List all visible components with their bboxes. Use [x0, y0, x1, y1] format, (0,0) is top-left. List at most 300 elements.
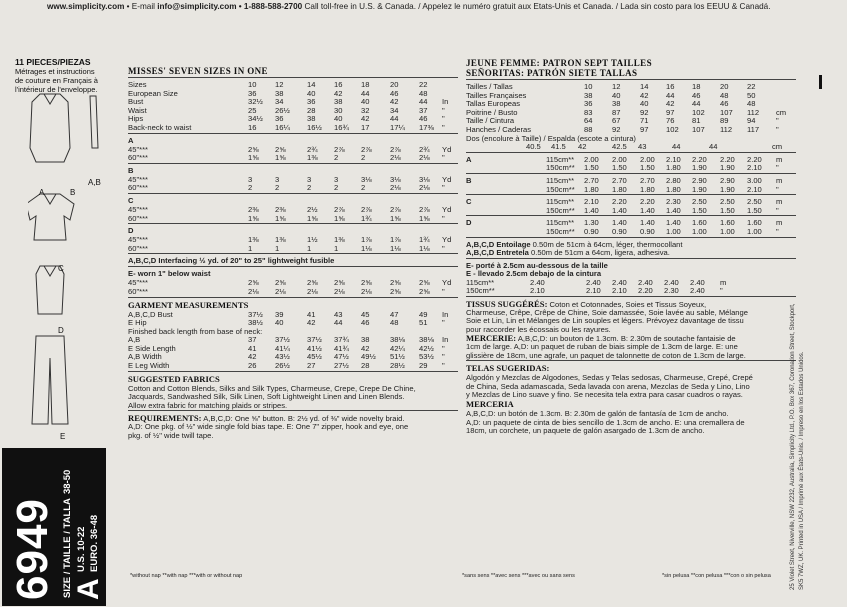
misses-footnote: *without nap **with nap ***with or without nap — [130, 573, 243, 579]
cell-value: 1.40 — [640, 205, 655, 215]
row-label: 115cm** — [546, 218, 575, 228]
row-unit: In — [442, 335, 449, 345]
cell-value: 34 — [275, 97, 284, 107]
cell-value: 2.10 — [530, 286, 545, 296]
requirements-text: A,B,C,D: One ⅝" button. B: 2½ yd. of ⅜" wide novelty braid. — [201, 414, 405, 424]
cell-value: 2⅝ — [390, 286, 401, 296]
table-row — [466, 155, 796, 164]
cell-value: 41.5 — [551, 142, 566, 152]
cell-value: 44 — [709, 142, 718, 152]
table-row — [128, 123, 460, 132]
cell-value: 3 — [248, 174, 253, 184]
cell-value: 34 — [390, 105, 399, 115]
cell-value: 1.40 — [640, 218, 655, 228]
cell-value: 38 — [612, 99, 621, 109]
cell-value: 36 — [307, 97, 316, 107]
cell-value: 40.5 — [526, 142, 541, 152]
cell-value: 44 — [334, 318, 343, 328]
cell-value: 37¾ — [334, 335, 349, 345]
cell-value: 48 — [390, 318, 399, 328]
cell-value: 17¼ — [390, 122, 405, 132]
row-label: 150cm** — [546, 226, 575, 236]
cell-value: 2.40 — [638, 277, 653, 287]
row-label: 60"*** — [128, 243, 149, 253]
view-label: B — [128, 165, 134, 175]
cell-value: 2⅜ — [275, 204, 286, 214]
cell-value: 1.80 — [640, 184, 655, 194]
cell-value: 34½ — [248, 114, 263, 124]
cell-value: 2⅛ — [275, 286, 286, 296]
cell-value: 1⅝ — [390, 213, 401, 223]
cell-value: 2⅝ — [275, 278, 286, 288]
fig-label-a: A — [39, 188, 45, 197]
cell-value: 1½ — [307, 235, 318, 245]
cell-value: 2.00 — [640, 154, 655, 164]
cell-value: 2⅞ — [419, 204, 430, 214]
cell-value: 3 — [275, 174, 280, 184]
cell-value: 107 — [720, 107, 733, 117]
row-label: Bust — [128, 97, 144, 107]
row-unit: " — [776, 124, 779, 134]
table-row — [466, 116, 796, 125]
cell-value: 2.50 — [692, 197, 707, 207]
cell-value: 1⅜ — [248, 235, 259, 245]
cell-value: 1.40 — [612, 205, 627, 215]
cell-value: 2.80 — [666, 175, 681, 185]
website-text[interactable]: www.simplicity.com — [47, 2, 125, 11]
cell-value: 2.50 — [720, 197, 735, 207]
cell-value: 2.50 — [747, 197, 762, 207]
row-label: Hips — [128, 114, 144, 124]
cell-value: 1.90 — [720, 184, 735, 194]
cell-value: 1⅝ — [248, 153, 259, 163]
cell-value: 14 — [640, 82, 649, 91]
cell-value: 42 — [361, 114, 370, 124]
cell-value: 37 — [248, 335, 257, 345]
requirements-line: A,D: One pkg. of ½" wide single fold bias tape. E: One 7" zipper, hook and eye, one — [128, 422, 409, 432]
cell-value: 1.50 — [692, 205, 707, 215]
cell-value: 1.00 — [666, 226, 681, 236]
table-row — [466, 286, 796, 295]
row-unit: " — [776, 205, 779, 215]
tissus-line — [466, 299, 796, 308]
table-row — [466, 197, 796, 206]
cell-value: 46 — [361, 318, 370, 328]
cell-value: 51 — [419, 318, 428, 328]
row-unit: Yd — [442, 174, 452, 184]
cell-value: 42 — [334, 88, 343, 98]
cell-value: 2.20 — [747, 154, 762, 164]
row-unit: " — [776, 184, 779, 194]
mercerie-line — [466, 333, 796, 342]
cell-value: 1.50 — [584, 163, 599, 173]
merceria-title: MERCERIA — [466, 399, 514, 409]
cell-value: 2⅝ — [390, 278, 401, 288]
phone-number: • 1-888-588-2700 — [236, 2, 303, 11]
row-unit: " — [776, 116, 779, 126]
cell-value: 94 — [747, 116, 756, 126]
row-unit: Yd — [442, 144, 452, 154]
cell-value: 2⅛ — [390, 183, 401, 193]
fig-label-d: D — [58, 326, 64, 335]
telas-line: de China, Seda adamascada, Seda lavada con arena, Mezclas de Seda y Lino, Lino — [466, 381, 750, 391]
cell-value: 50 — [747, 90, 756, 100]
table-row — [128, 287, 460, 296]
cell-value: 2⅝ — [307, 278, 318, 288]
requirements-line — [128, 413, 460, 422]
cell-value: 45 — [361, 309, 370, 319]
merceria-line: A,B,C,D: un botón de 1.3cm. B: 2.30m de galón de fantasía de 1cm de ancho. — [466, 409, 729, 418]
cell-value: 89 — [720, 116, 729, 126]
view-label: C — [466, 197, 472, 207]
table-row — [466, 163, 796, 172]
cell-value: 38 — [275, 88, 284, 98]
tissus-line: pour raccorder les écossais ou les rayures. — [466, 324, 611, 334]
contact-bar — [47, 2, 787, 11]
cell-value: 47½ — [334, 352, 349, 362]
cell-value: 1.80 — [666, 184, 681, 194]
cell-value: 16 — [334, 80, 343, 89]
cell-value: 17⅜ — [419, 122, 434, 132]
row-label: 60"*** — [128, 153, 149, 163]
cell-value: 83 — [584, 107, 593, 117]
cell-value: 37½ — [248, 309, 263, 319]
table-row — [466, 142, 796, 151]
cell-value: 10 — [584, 82, 593, 91]
fabrics-line: Cotton and Cotton Blends, Silks and Silk Types, Charmeuse, Crepe, Crepe De Chine, — [128, 383, 416, 393]
cell-value: 102 — [666, 124, 679, 134]
entoilage-text: 0.50m de 51cm à 64cm, léger, thermocollant — [530, 239, 683, 249]
metric-title-es: SEÑORITAS: PATRÓN SIETE TALLAS — [466, 68, 638, 78]
cell-value: 51½ — [390, 352, 405, 362]
cell-value: 92 — [612, 124, 621, 134]
cell-value: 2.10 — [666, 154, 681, 164]
cell-value: 38 — [307, 114, 316, 124]
cell-value: 2⅞ — [390, 204, 401, 214]
cell-value: 2⅝ — [419, 278, 430, 288]
cell-value: 16¼ — [275, 122, 290, 132]
cell-value: 42 — [361, 343, 370, 353]
cell-value: 1.40 — [666, 218, 681, 228]
row-unit: " — [776, 226, 779, 236]
table-row — [128, 89, 460, 98]
cell-value: 37½ — [307, 335, 322, 345]
cell-value: 38⅛ — [390, 335, 405, 345]
cell-value: 1.40 — [584, 205, 599, 215]
pants-e-sketch — [32, 336, 68, 424]
cell-value: 1⅝ — [248, 213, 259, 223]
cell-value: 2 — [248, 183, 253, 193]
cell-value: 2¾ — [307, 144, 318, 154]
cell-value: 22 — [747, 82, 756, 91]
garment-sketches — [28, 88, 108, 438]
us-size-range-2: 38-50 — [62, 469, 73, 494]
cell-value: 1⅝ — [419, 213, 430, 223]
tissus-title: TISSUS SUGGÉRÉS: — [466, 299, 548, 310]
cell-value: 2.00 — [612, 154, 627, 164]
row-unit: " — [442, 114, 445, 124]
cell-value: 41 — [307, 309, 316, 319]
metric-title-fr: JEUNE FEMME: PATRON SEPT TAILLES — [466, 58, 652, 68]
row-unit: m — [776, 175, 783, 185]
cell-value: 1.80 — [666, 163, 681, 173]
row-unit: " — [442, 153, 445, 163]
cell-value: 12 — [612, 82, 621, 91]
cell-value: 40 — [275, 318, 284, 328]
table-row — [128, 114, 460, 123]
cell-value: 1.60 — [747, 218, 762, 228]
cell-value: 1.80 — [612, 184, 627, 194]
cell-value: 2.20 — [612, 197, 627, 207]
row-label: European Size — [128, 88, 178, 98]
cell-value: 40 — [612, 90, 621, 100]
row-label: Tailles Françaises — [466, 90, 527, 100]
cell-value: 2.20 — [692, 154, 707, 164]
row-label: Tallas Europeas — [466, 99, 521, 109]
cell-value: 26½ — [275, 361, 290, 371]
cell-value: 3⅛ — [419, 174, 430, 184]
fig-label-c: C — [58, 264, 64, 273]
row-unit: " — [776, 163, 779, 173]
cell-value: 44 — [361, 88, 370, 98]
row-unit: m — [776, 218, 783, 228]
cell-value: 1.30 — [584, 218, 599, 228]
row-label: Poitrine / Busto — [466, 107, 518, 117]
cell-value: 81 — [692, 116, 701, 126]
instr-line-1: Métrages et instructions — [15, 67, 95, 76]
cell-value: 26 — [248, 361, 257, 371]
cell-value: 2⅞ — [390, 144, 401, 154]
cell-value: 49 — [419, 309, 428, 319]
cell-value: 28 — [307, 105, 316, 115]
size-range-letter: A — [72, 578, 105, 600]
table-row — [466, 91, 796, 100]
cell-value: 1¾ — [419, 235, 430, 245]
cell-value: 2.30 — [664, 286, 679, 296]
cell-value: 97 — [640, 124, 649, 134]
cell-value: 1.00 — [720, 226, 735, 236]
view-label: C — [128, 195, 134, 205]
cell-value: 2 — [334, 153, 339, 163]
cell-value: 1.50 — [720, 205, 735, 215]
requirements-line: pkg. of ½" wide twill tape. — [128, 430, 214, 440]
email-address[interactable]: info@simplicity.com — [157, 2, 237, 11]
cell-value: 2⅛ — [334, 286, 345, 296]
cell-value: 1.50 — [747, 205, 762, 215]
cell-value: 38½ — [248, 318, 263, 328]
cell-value: 2⅝ — [361, 278, 372, 288]
row-label: 150cm** — [546, 163, 575, 173]
size-label: SIZE / TAILLE / TALLA — [62, 498, 73, 598]
cell-value: 1 — [334, 243, 339, 253]
entoilage-line — [466, 240, 796, 249]
row-unit: " — [442, 105, 445, 115]
row-label: 45"*** — [128, 144, 149, 154]
cell-value: 2⅝ — [419, 286, 430, 296]
telas-line: y Mezclas de Lino suave y fino. Se necesita tela extra para casar cuadros o rayas. — [466, 390, 743, 400]
cell-value: 44 — [666, 90, 675, 100]
cell-value: 67 — [612, 116, 621, 126]
cell-value: 46 — [390, 88, 399, 98]
cell-value: 10 — [248, 80, 257, 89]
cell-value: 43 — [638, 142, 647, 152]
cell-value: 0.90 — [640, 226, 655, 236]
cell-value: 12 — [275, 80, 284, 89]
row-label: 45"*** — [128, 235, 149, 245]
row-unit: Yd — [442, 278, 452, 288]
cell-value: 1.50 — [612, 163, 627, 173]
cell-value: 2.20 — [640, 197, 655, 207]
table-row — [128, 335, 460, 344]
cell-value: 102 — [692, 107, 705, 117]
misses-title: MISSES' SEVEN SIZES IN ONE — [128, 66, 268, 76]
row-unit: m — [776, 197, 783, 207]
row-label: 115cm** — [546, 175, 575, 185]
metric-table — [466, 58, 796, 435]
table-row — [128, 361, 460, 370]
cell-value: 40 — [307, 88, 316, 98]
cell-value: 2.40 — [612, 277, 627, 287]
cell-value: 1⅞ — [361, 235, 372, 245]
cell-value: 2.90 — [720, 175, 735, 185]
cell-value: 2.70 — [612, 175, 627, 185]
cell-value: 2⅞ — [334, 204, 345, 214]
row-label: 60"*** — [128, 213, 149, 223]
row-label: Hanches / Caderas — [466, 124, 532, 134]
cell-value: 42 — [640, 90, 649, 100]
finished-length-note: Finished back length from base of neck: — [128, 326, 263, 336]
table-row — [128, 106, 460, 115]
table-row — [128, 244, 460, 253]
cell-value: 76 — [666, 116, 675, 126]
row-unit: cm — [772, 142, 783, 152]
row-label: 60"*** — [128, 286, 149, 296]
row-label: E Side Length — [128, 343, 176, 353]
fig-label-ab: A,B — [88, 178, 101, 187]
table-row — [466, 82, 796, 91]
cell-value: 112 — [747, 107, 760, 117]
cell-value: 1⅛ — [390, 243, 401, 253]
row-label: Waist — [128, 105, 147, 115]
row-label: 115cm** — [546, 154, 575, 164]
cell-value: 2.20 — [638, 286, 653, 296]
cell-value: 92 — [640, 107, 649, 117]
cell-value: 1⅜ — [334, 235, 345, 245]
cell-value: 1.00 — [747, 226, 762, 236]
contact-note: Call toll-free in U.S. & Canada. / Appelez le numéro gratuit aux Etats-Unis et Canada. / Lada sin costo para los EEUU & Canadá. — [302, 2, 771, 11]
merceria-line: 18cm, un corchete, un paquete de galón asargado de 1.3cm de ancho. — [466, 426, 705, 436]
table-row — [466, 206, 796, 215]
cell-value: 87 — [612, 107, 621, 117]
cell-value: 71 — [640, 116, 649, 126]
cell-value: 42 — [307, 318, 316, 328]
cell-value: 2⅞ — [334, 144, 345, 154]
cell-value: 1⅜ — [307, 153, 318, 163]
table-row — [128, 205, 460, 214]
interfacing-note: A,B,C,D Interfacing ½ yd. of 20" to 25" lightweight fusible — [128, 256, 335, 266]
row-label: 115cm** — [466, 277, 495, 287]
garment-measurements-title: GARMENT MEASUREMENTS — [128, 299, 249, 310]
cell-value: 2⅛ — [419, 153, 430, 163]
table-row — [466, 278, 796, 287]
cell-value: 17 — [361, 122, 370, 132]
fig-label-e: E — [60, 432, 66, 441]
cell-value: 1⅝ — [307, 213, 318, 223]
cell-value: 2.30 — [666, 197, 681, 207]
mercerie-text: A,B,C,D: un bouton de 1.3cm. B: 2.30m de soutache fantaisie de — [516, 334, 736, 344]
cell-value: 43½ — [275, 352, 290, 362]
cell-value: 2.40 — [530, 277, 545, 287]
cell-value: 16 — [666, 82, 675, 91]
cell-value: 2.10 — [584, 197, 599, 207]
cell-value: 1 — [248, 243, 253, 253]
row-label: E Leg Width — [128, 361, 170, 371]
cell-value: 2¾ — [419, 144, 430, 154]
cell-value: 3⅛ — [390, 174, 401, 184]
cell-value: 45½ — [307, 352, 322, 362]
cell-value: 40 — [640, 99, 649, 109]
cell-value: 1⅞ — [390, 235, 401, 245]
cell-value: 2.70 — [584, 175, 599, 185]
cell-value: 20 — [720, 82, 729, 91]
cell-value: 42 — [666, 99, 675, 109]
cell-value: 3⅛ — [361, 174, 372, 184]
cell-value: 1.90 — [692, 163, 707, 173]
row-label: 150cm** — [546, 205, 575, 215]
cell-value: 2.70 — [640, 175, 655, 185]
cell-value: 29 — [419, 361, 428, 371]
cell-value: 1.90 — [692, 184, 707, 194]
cell-value: 1⅝ — [275, 153, 286, 163]
cell-value: 38 — [584, 90, 593, 100]
cell-value: 47 — [390, 309, 399, 319]
cell-value: 44 — [692, 99, 701, 109]
cell-value: 1.80 — [584, 184, 599, 194]
row-label: 45"*** — [128, 204, 149, 214]
cell-value: 42 — [248, 352, 257, 362]
instr-line-3: l'intérieur de l'enveloppe. — [15, 85, 98, 94]
cell-value: 2.40 — [664, 277, 679, 287]
cell-value: 1.90 — [720, 163, 735, 173]
table-row — [466, 185, 796, 194]
cell-value: 2⅛ — [419, 183, 430, 193]
cell-value: 28½ — [390, 361, 405, 371]
row-label: 150cm** — [546, 184, 575, 194]
address-line-2: SK5 7WZ, UK. Printed in USA / Imprimé aux États-Unis. / Impreso en los Estados Unidos. — [799, 351, 805, 590]
cell-value: 1.40 — [666, 205, 681, 215]
cell-value: 27 — [307, 361, 316, 371]
row-label: 115cm** — [546, 197, 575, 207]
cell-value: 2.10 — [747, 163, 762, 173]
cell-value: 48 — [419, 88, 428, 98]
cell-value: 38⅛ — [419, 335, 434, 345]
table-row — [466, 125, 796, 134]
cell-value: 36 — [275, 114, 284, 124]
sash-sketch — [90, 96, 98, 148]
view-e-fr: E- porté à 2.5cm au-dessous de la taille — [466, 260, 608, 270]
table-row — [128, 214, 460, 223]
view-label: D — [128, 226, 134, 236]
cell-value: 42.5 — [612, 142, 627, 152]
cell-value: 42 — [578, 142, 587, 152]
table-row — [128, 145, 460, 154]
cell-value: 27½ — [334, 361, 349, 371]
cell-value: 41½ — [307, 343, 322, 353]
row-unit: " — [442, 361, 445, 371]
cell-value: 1 — [275, 243, 280, 253]
view-label: D — [466, 218, 472, 228]
french-footnote: *sans sens **avec sens ***avec ou sans sens — [462, 573, 575, 579]
